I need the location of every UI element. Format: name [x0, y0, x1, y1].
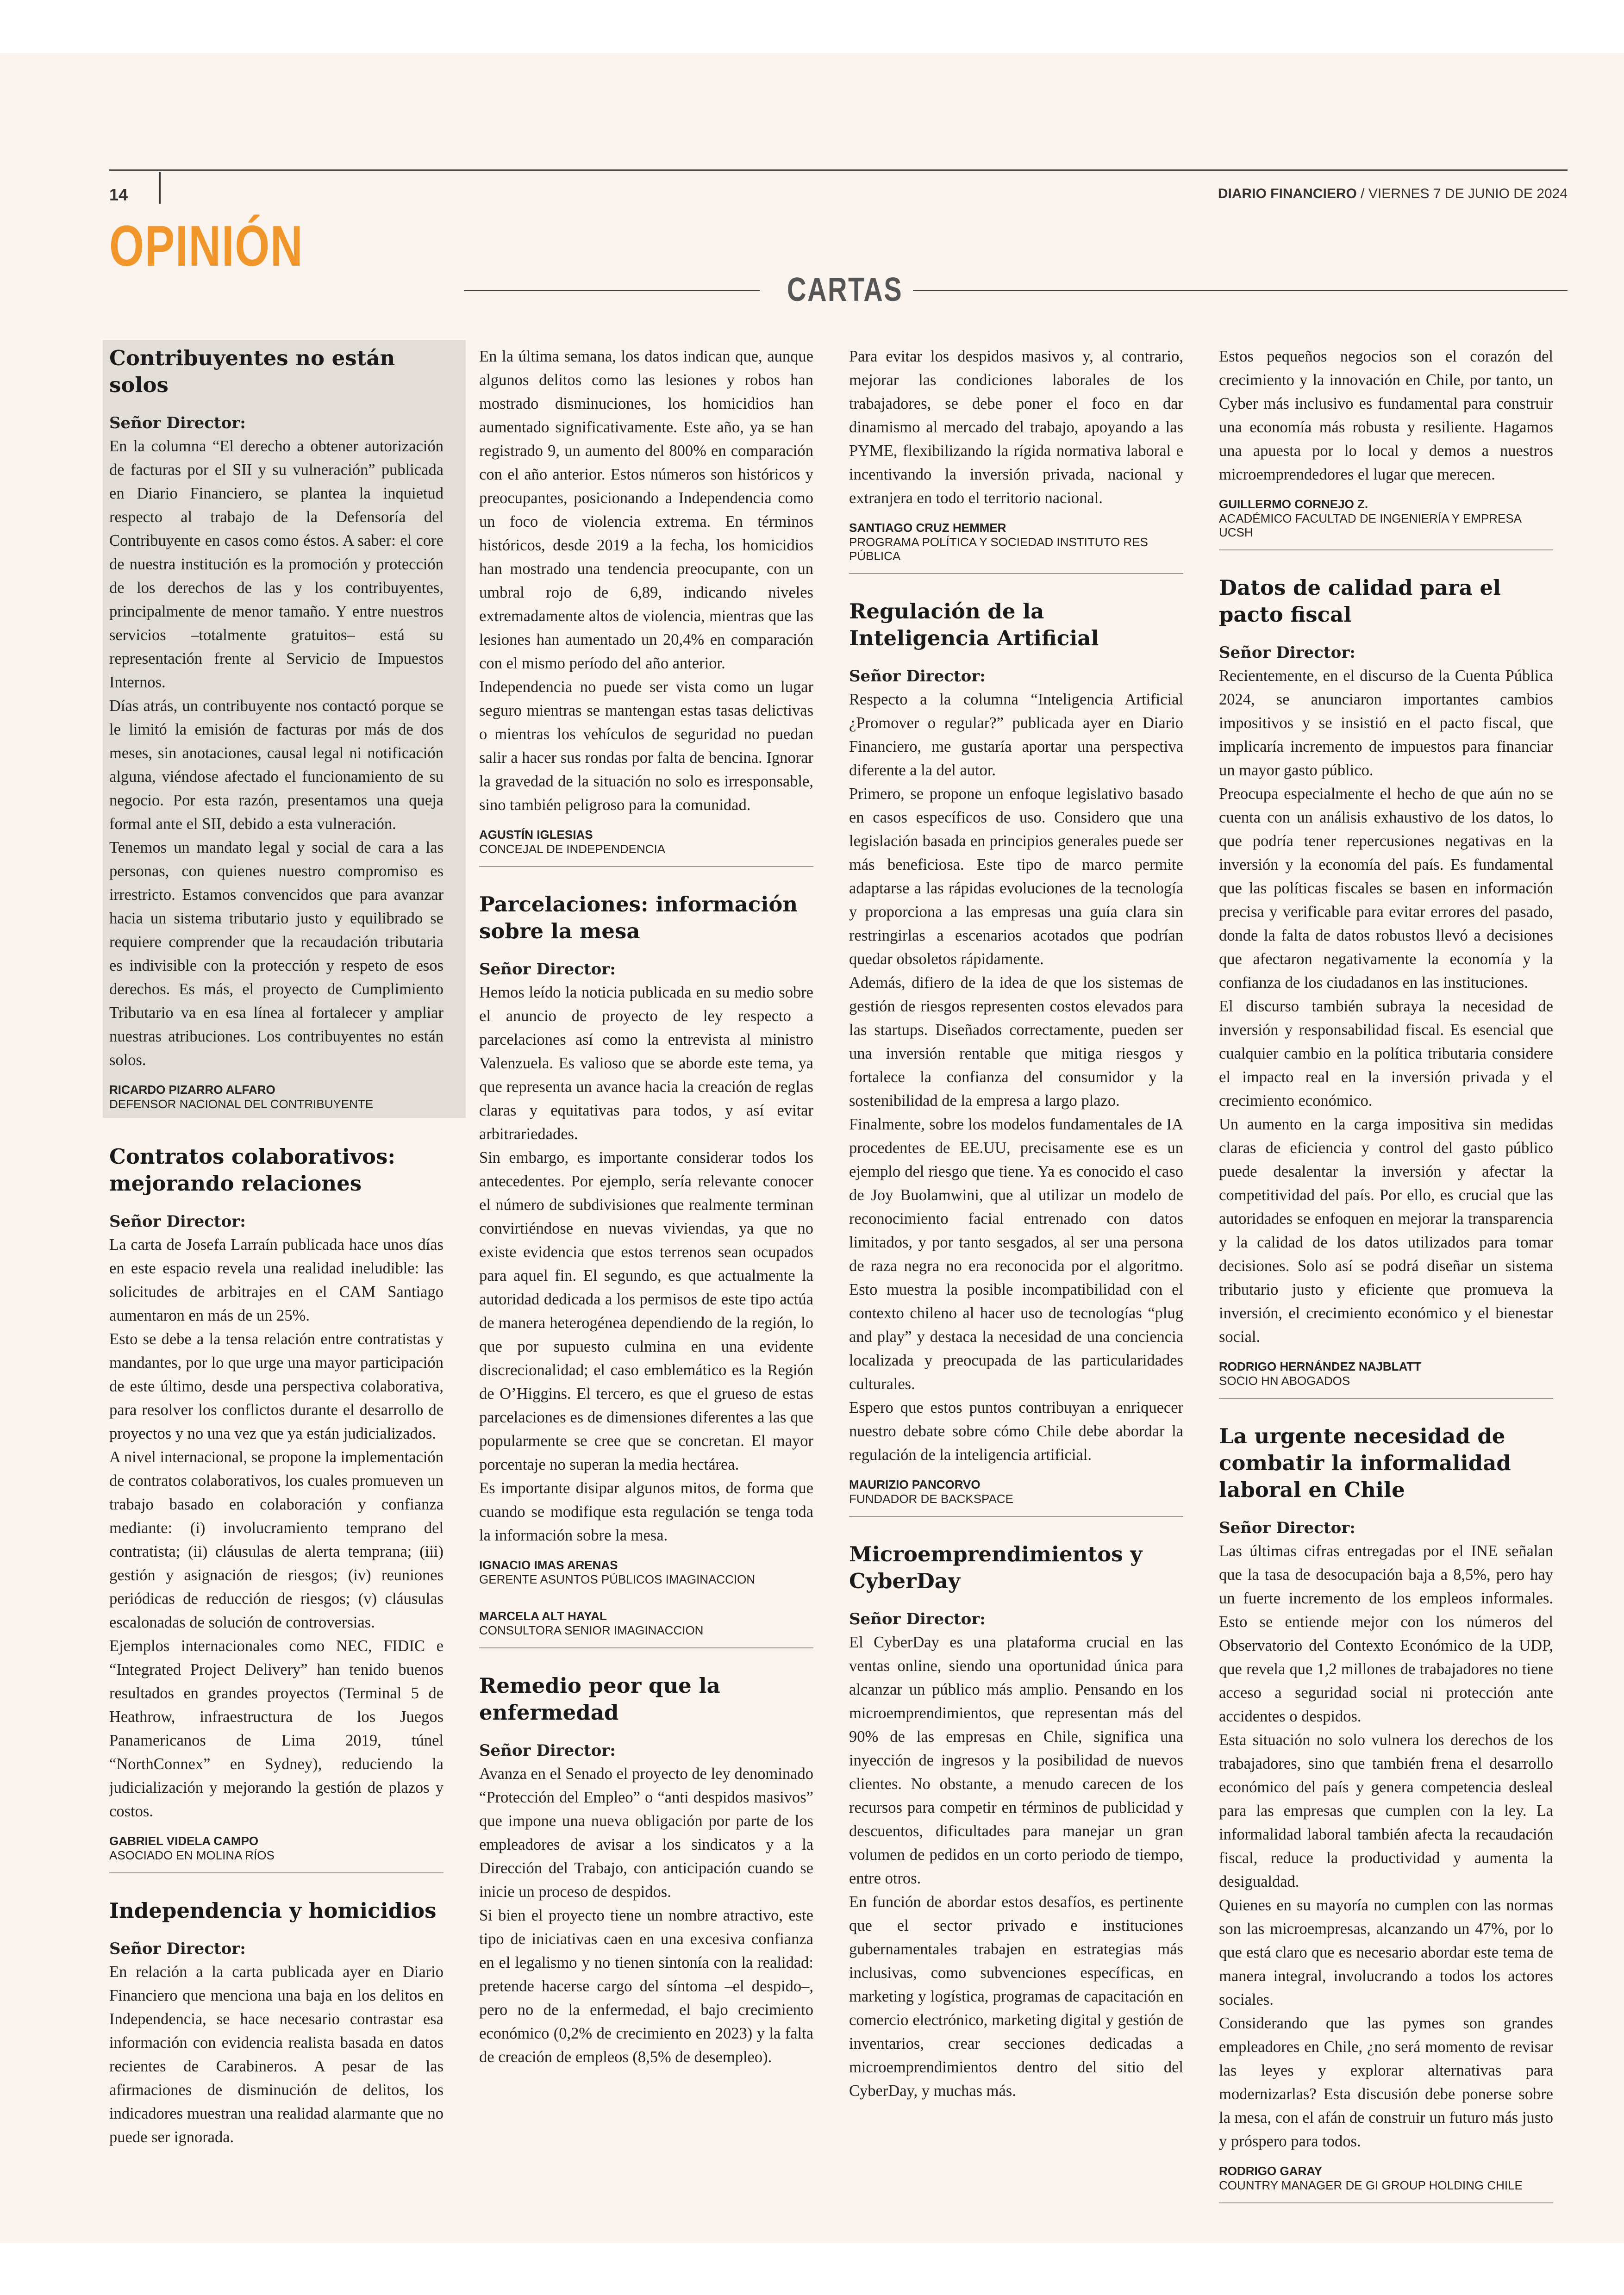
letter-title: Microemprendimientos y CyberDay — [849, 1542, 1143, 1593]
author-role: FUNDADOR DE BACKSPACE — [849, 1492, 1013, 1506]
section-title: OPINIÓN — [109, 214, 304, 278]
letter-title: Remedio peor que la enfermedad — [479, 1673, 720, 1725]
letter-paragraph: Es importante disipar algunos mitos, de forma que cuando se modifique esta regulación se tenga toda la información sobre la mesa. — [479, 1479, 813, 1544]
salutation: Señor Director: — [479, 1741, 616, 1760]
letter-divider — [849, 1516, 1183, 1517]
letter-paragraph: A nivel internacional, se propone la implementación de contratos colaborativos, los cuales promueven un trabajo basado en colaboración y confianza mediante: (i) involucramiento temprano del contratista; (ii) cláusulas de alerta temprana; (iii) gestión y asignación de riesgos; (iv) reuniones periódicas de reducción de riesgos; (v) cláusulas escalonadas de solución de controversias. — [109, 1448, 443, 1631]
issue-date: / VIERNES 7 DE JUNIO DE 2024 — [1356, 186, 1568, 201]
column-3 — [849, 345, 1183, 2127]
letter-contribuyentes — [109, 345, 443, 1111]
dateline — [1218, 186, 1568, 202]
author-name: RICARDO PIZARRO ALFARO — [109, 1083, 275, 1097]
letter-paragraph: Tenemos un mandato legal y social de cara a las personas, con quienes nuestro compromiso es irrestricto. Estamos convencidos que para avanzar hacia un sistema tributario justo y equilibrado se requiere comprender que la recaudación tributaria es indivisible con la protección y respeto de esos derechos. Es más, el proyecto de Cumplimiento Tributario va en esa línea al fortalecer y ampliar nuestras atribuciones. Los contribuyentes no están solos. — [109, 839, 443, 1069]
author-name: AGUSTÍN IGLESIAS — [479, 828, 593, 842]
letter-paragraph: Independencia no puede ser vista como un lugar seguro mientras se mantengan estas tasas delictivas o mientras los vehículos de seguridad no puedan salir a hacer sus rondas por falta de bencina. Ignorar la gravedad de la situación no solo es irresponsable, sino también peligroso para la comunidad. — [479, 678, 813, 814]
author-name: RODRIGO HERNÁNDEZ NAJBLATT — [1219, 1360, 1422, 1373]
letter-regulacion-ia — [849, 598, 1183, 1517]
salutation: Señor Director: — [1219, 643, 1355, 662]
letter-paragraph: Avanza en el Senado el proyecto de ley denominado “Protección del Empleo” o “anti despidos masivos” que impone una nueva obligación por parte de los empleadores de avisar a los sindicatos y a la Dirección del Trabajo, con anticipación cuando se inicie un proceso de despidos. — [479, 1765, 813, 1901]
letter-pacto-fiscal — [1219, 574, 1553, 1399]
author-name: RODRIGO GARAY — [1219, 2164, 1322, 2178]
letter-paragraph: Las últimas cifras entregadas por el INE señalan que la tasa de desocupación baja a 8,5%, pero hay un fuerte incremento de los empleos informales. Esto se entiende mejor con los números del Observatorio del Contexto Económico de la UDP, que revela que 1,2 millones de trabajadores no tiene acceso a seguridad social ni protección ante accidentes o despidos. — [1219, 1542, 1553, 1725]
letter-divider — [849, 573, 1183, 574]
author-role: COUNTRY MANAGER DE GI GROUP HOLDING CHILE — [1219, 2178, 1523, 2192]
letter-independencia — [109, 1897, 443, 2149]
letter-title: Contratos colaborativos: mejorando relaciones — [109, 1144, 396, 1196]
letter-divider — [1219, 1398, 1553, 1399]
letter-paragraph: Ejemplos internacionales como NEC, FIDIC e “Integrated Project Delivery” han tenido buenos resultados en grandes proyectos (Terminal 5 de Heathrow, infraestructura de los Juegos Panamericanos de Lima 2019, túnel “NorthConnex” en Sydney), reduciendo la judicialización y mejorando la gestión de plazos y costos. — [109, 1637, 443, 1820]
letter-cyberday — [849, 1541, 1183, 2103]
letter-contratos — [109, 1143, 443, 1873]
author-name: GABRIEL VIDELA CAMPO — [109, 1834, 259, 1848]
letter-paragraph: Hemos leído la noticia publicada en su medio sobre el anuncio de proyecto de ley respecto a parcelaciones así como la entrevista al ministro Valenzuela. Es valioso que se aborde este tema, ya que representa un avance hacia la creación de reglas claras y equitativas para todos, y así evitar arbitrariedades. — [479, 984, 813, 1143]
letter-paragraph: En la última semana, los datos indican que, aunque algunos delitos como las lesiones y robos han mostrado disminuciones, los homicidios han aumentado significativamente. Este año, ya se han registrado 9, un aumento del 800% en comparación con el año anterior. Estos números son históricos y preocupantes, posicionando a Independencia como un foco de violencia extrema. En términos históricos, desde 2019 a la fecha, los homicidios han mostrado una tendencia preocupante, con un umbral rojo de 6,89, indicando niveles extremadamente altos de violencia, mientras que las lesiones han aumentado un 20,4% en comparación con el mismo período del año anterior. — [479, 348, 813, 672]
letter-paragraph: Si bien el proyecto tiene un nombre atractivo, este tipo de iniciativas caen en una excesiva confianza en el legalismo y no tienen sintonía con la realidad: pretende hacerse cargo del síntoma –el despido–, pero no de la enfermedad, el bajo crecimiento económico (0,2% de crecimiento en 2023) y la falta de creación de empleos (8,5% de desempleo). — [479, 1907, 813, 2066]
letter-paragraph: El discurso también subraya la necesidad de inversión y responsabilidad fiscal. Es esencial que cualquier cambio en la política tributaria considere el impacto real en la inversión privada y el crecimiento económico. — [1219, 998, 1553, 1110]
author-name: IGNACIO IMAS ARENAS — [479, 1558, 618, 1572]
column-2 — [479, 345, 813, 2093]
salutation: Señor Director: — [109, 1940, 246, 1958]
letter-parcelaciones — [479, 891, 813, 1648]
letter-title: Regulación de la Inteligencia Artificial — [849, 599, 1099, 650]
salutation: Señor Director: — [109, 414, 246, 432]
letter-title: Datos de calidad para el pacto fiscal — [1219, 575, 1501, 627]
letter-paragraph: Finalmente, sobre los modelos fundamentales de IA procedentes de EE.UU, precisamente ese es un ejemplo del riesgo que tiene. Ya es conocido el caso de Joy Buolamwini, que al utilizar un modelo de reconocimiento facial entrenado con datos limitados, y por tanto sesgados, al ser una persona de raza negra no era reconocida por el algoritmo. Esto muestra la posible incompatibilidad con el contexto chileno al hacer uso de tecnologías “plug and play” y destaca la necesidad de una conciencia localizada y preocupada de las particularidades culturales. — [849, 1116, 1183, 1393]
letter-paragraph: Días atrás, un contribuyente nos contactó porque se le limitó la emisión de facturas por más de dos meses, sin anotaciones, causal legal ni notificación alguna, viéndose afectado el funcionamiento de su negocio. Por esta razón, presentamos una queja formal ante el SII, debido a esta vulneración. — [109, 697, 443, 833]
author-role: PROGRAMA POLÍTICA Y SOCIEDAD INSTITUTO RES PÚBLICA — [849, 535, 1148, 563]
letter-paragraph: Preocupa especialmente el hecho de que aún no se cuenta con un análisis exhaustivo de los datos, lo que podría tener repercusiones negativas en la inversión y la economía del país. Es fundamental que las políticas fiscales se basen en información precisa y verificable para evitar errores del pasado, donde la falta de datos robustos llevó a decisiones que afectaron negativamente la economía y la confianza de los ciudadanos en las instituciones. — [1219, 785, 1553, 992]
column-4 — [1219, 345, 1553, 2227]
publication-name: DIARIO FINANCIERO — [1218, 186, 1357, 201]
letter-remedio-cont — [849, 345, 1183, 574]
column-1 — [109, 345, 443, 2173]
header-rule — [109, 169, 1568, 171]
letter-paragraph: El CyberDay es una plataforma crucial en las ventas online, siendo una oportunidad única para alcanzar un público más amplio. Pensando en los microemprendimientos, que representan más del 90% de las empresas en Chile, significa una inyección de ingresos y la posibilidad de nuevos clientes. No obstante, a menudo carecen de los recursos para competir en términos de publicidad y descuentos, dificultades para manejar un gran volumen de pedidos en un corto periodo de tiempo, entre otros. — [849, 1634, 1183, 1887]
letter-title: La urgente necesidad de combatir la informalidad laboral en Chile — [1219, 1424, 1511, 1502]
author-role: ASOCIADO EN MOLINA RÍOS — [109, 1848, 275, 1862]
letter-remedio — [479, 1672, 813, 2069]
letter-informalidad — [1219, 1423, 1553, 2203]
letter-paragraph: Considerando que las pymes son grandes empleadores en Chile, ¿no será momento de revisar las leyes y explorar alternativas para modernizarlas? Esta discusión debe ponerse sobre la mesa, con el afán de construir un futuro más justo y próspero para todos. — [1219, 2014, 1553, 2150]
letter-divider — [479, 866, 813, 867]
author-role: CONCEJAL DE INDEPENDENCIA — [479, 842, 666, 856]
letter-paragraph: Para evitar los despidos masivos y, al contrario, mejorar las condiciones laborales de los trabajadores, se debe poner el foco en dar dinamismo al mercado del trabajo, apoyando a las PYME, flexibilizando la rígida normativa laboral e incentivando la inversión privada, nacional y extranjera en todo el territorio nacional. — [849, 348, 1183, 507]
letter-paragraph: Sin embargo, es importante considerar todos los antecedentes. Por ejemplo, sería relevante conocer el número de subdivisiones que realmente terminan convirtiéndose en nuevas viviendas, ya que no existe evidencia que estos terrenos sean ocupados para aquel fin. El segundo, es que actualmente la autoridad dedicada a los permisos de este tipo actúa de manera heterogénea dependiendo de la región, lo que por supuesto culmina en una evidente discrecionalidad; el caso emblemático es la Región de O’Higgins. El tercero, es que el grueso de estas parcelaciones es de dimensiones diferentes a las que popularmente se cree que se concretan. El mayor porcentaje no superan la media hectárea. — [479, 1149, 813, 1473]
subsection-rule-left — [464, 290, 760, 291]
author-name: MAURIZIO PANCORVO — [849, 1478, 981, 1491]
letter-paragraph: En la columna “El derecho a obtener autorización de facturas por el SII y su vulneración” publicada en Diario Financiero, se plantea la inquietud respecto al trabajo de la Defensoría del Contribuyente en casos como éstos. A saber: el core de nuestra institución es la promoción y protección de los derechos de las y los contribuyentes, principalmente de menor tamaño. Y entre nuestros servicios –totalmente gratuitos– está su representación frente al Servicio de Impuestos Internos. — [109, 437, 443, 691]
letter-paragraph: Quienes en su mayoría no cumplen con las normas son las microempresas, alcanzando un 47%, por lo que está claro que es necesario abordar este tema de manera integral, involucrando a todos los actores sociales. — [1219, 1896, 1553, 2008]
salutation: Señor Director: — [109, 1212, 246, 1231]
subsection-title: CARTAS — [787, 271, 903, 308]
author-role: DEFENSOR NACIONAL DEL CONTRIBUYENTE — [109, 1097, 374, 1111]
letter-paragraph: La carta de Josefa Larraín publicada hace unos días en este espacio revela una realidad ineludible: las solicitudes de arbitrajes en el CAM Santiago aumentaron en más de un 25%. — [109, 1236, 443, 1324]
author-role: GERENTE ASUNTOS PÚBLICOS IMAGINACCION — [479, 1572, 756, 1586]
letter-divider — [109, 1872, 443, 1873]
letter-paragraph: Esto se debe a la tensa relación entre contratistas y mandantes, por lo que urge una mayor participación de este último, desde una perspectiva colaborativa, para resolver los conflictos durante el desarrollo de proyectos y no una vez que ya están judicializados. — [109, 1330, 443, 1442]
salutation: Señor Director: — [849, 667, 986, 686]
salutation: Señor Director: — [1219, 1519, 1355, 1537]
letter-title: Contribuyentes no están solos — [109, 346, 395, 397]
salutation: Señor Director: — [479, 960, 616, 979]
author-name: MARCELA ALT HAYAL — [479, 1609, 607, 1623]
author-name: SANTIAGO CRUZ HEMMER — [849, 521, 1006, 535]
salutation: Señor Director: — [849, 1610, 986, 1628]
letter-paragraph: En función de abordar estos desafíos, es pertinente que el sector privado e instituciones gubernamentales trabajen en estrategias más inclusivas, como subvenciones específicas, en marketing y logística, programas de capacitación en comercio electrónico, marketing digital y gestión de inventarios, crear secciones dedicadas a microemprendimientos dentro del sitio del CyberDay, y muchas más. — [849, 1893, 1183, 2100]
letter-paragraph: Un aumento en la carga impositiva sin medidas claras de eficiencia y control del gasto público puede desalentar la inversión y afectar la competitividad del país. Por ello, es crucial que las autoridades se enfoquen en mejorar la transparencia y la calidad de los datos utilizados para tomar decisiones. Solo así se podrá diseñar un sistema tributario justo y eficiente que promueva la inversión, el crecimiento económico y el bienestar social. — [1219, 1116, 1553, 1346]
letter-independencia-cont — [479, 345, 813, 867]
letter-paragraph: Respecto a la columna “Inteligencia Artificial ¿Promover o regular?” publicada ayer en Diario Financiero, me gustaría aportar una perspectiva diferente a la del autor. — [849, 691, 1183, 779]
author-role: SOCIO HN ABOGADOS — [1219, 1374, 1350, 1388]
letter-paragraph: Primero, se propone un enfoque legislativo basado en casos específicos de uso. Considero que una legislación basada en principios generales puede ser más beneficiosa. Este tipo de marco permite adaptarse a las rápidas evoluciones de la tecnología y proporciona a las empresas una guía clara sin restringirlas a escenarios acotados que podrían quedar obsoletos rápidamente. — [849, 785, 1183, 968]
letter-paragraph: Además, difiero de la idea de que los sistemas de gestión de riesgos representen costos elevados para las startups. Diseñados correctamente, pueden ser una inversión rentable que mitiga riesgos y fortalece la confianza del consumidor y la sostenibilidad de la empresa a largo plazo. — [849, 974, 1183, 1110]
letter-title: Parcelaciones: información sobre la mesa — [479, 892, 798, 943]
letter-divider — [479, 1647, 813, 1648]
letter-paragraph: Recientemente, en el discurso de la Cuenta Pública 2024, se anunciaron importantes cambios impositivos y se insistió en el pacto fiscal, que implicaría incremento de impuestos para financiar un mayor gasto público. — [1219, 667, 1553, 779]
letter-divider — [1219, 549, 1553, 550]
letter-paragraph: Esta situación no solo vulnera los derechos de los trabajadores, sino que también frena el desarrollo económico del país y genera competencia desleal para las empresas que cumplen con la ley. La informalidad laboral también afecta la recaudación fiscal, reduce la productividad y aumenta la desigualdad. — [1219, 1731, 1553, 1890]
letter-paragraph: En relación a la carta publicada ayer en Diario Financiero que menciona una baja en los delitos en Independencia, se hace necesario contrastar esa información con evidencia realista basada en datos recientes de Carabineros. A pesar de las afirmaciones de disminución de delitos, los indicadores muestran una realidad alarmante que no puede ser ignorada. — [109, 1963, 443, 2146]
page-number: 14 — [109, 185, 128, 204]
subsection-rule-right — [913, 290, 1568, 291]
author-role: CONSULTORA SENIOR IMAGINACCION — [479, 1623, 704, 1637]
letter-divider — [1219, 2202, 1553, 2203]
letter-paragraph: Estos pequeños negocios son el corazón del crecimiento y la innovación en Chile, por tanto, un Cyber más inclusivo es fundamental para construir una economía más robusta y resiliente. Hagamos una apuesta por lo local y demos a nuestros microemprendedores el lugar que merecen. — [1219, 348, 1553, 483]
letter-title: Independencia y homicidios — [109, 1898, 437, 1923]
letter-cyberday-cont — [1219, 345, 1553, 550]
page-number-divider — [159, 172, 161, 204]
author-role: ACADÉMICO FACULTAD DE INGENIERÍA Y EMPRESA UCSH — [1219, 511, 1521, 539]
author-name: GUILLERMO CORNEJO Z. — [1219, 497, 1368, 511]
letter-paragraph: Espero que estos puntos contribuyan a enriquecer nuestro debate sobre cómo Chile debe abordar la regulación de la inteligencia artificial. — [849, 1399, 1183, 1464]
